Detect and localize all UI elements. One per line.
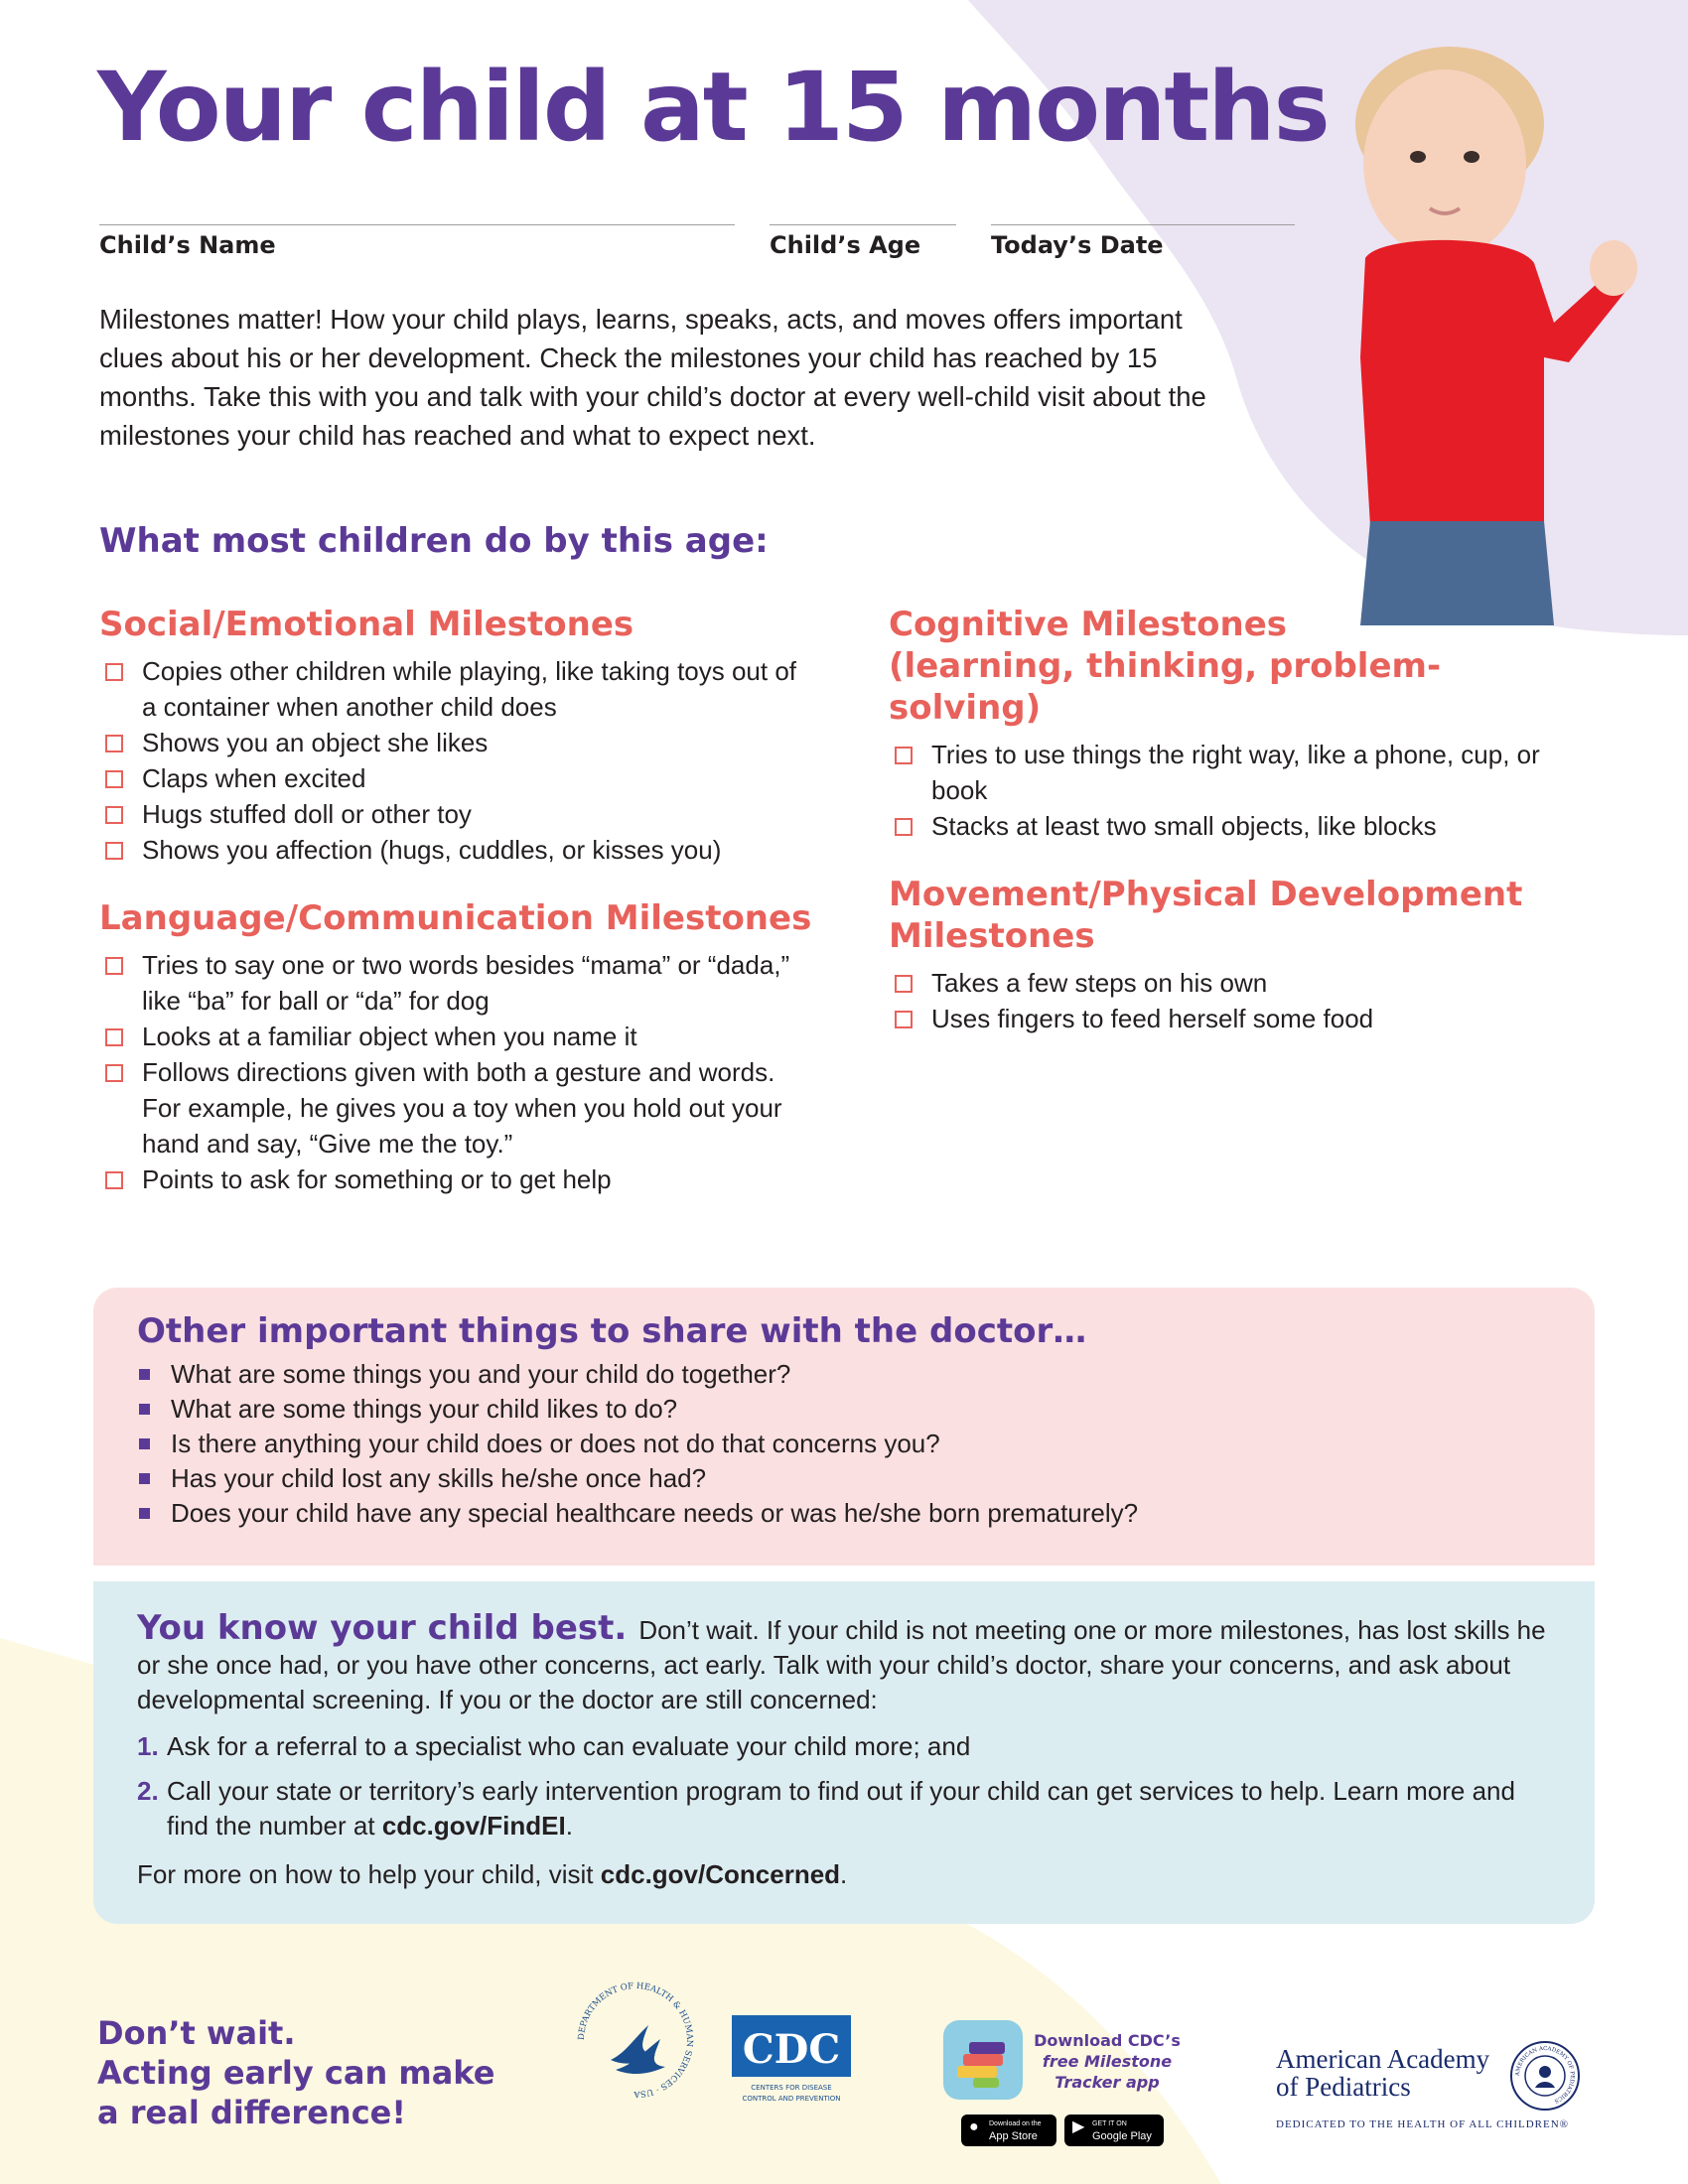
tracker-line2 (1028, 2051, 1187, 2072)
app-store-small: Download on the (989, 2120, 1042, 2127)
share-item (137, 1392, 1551, 1427)
milestone-item (99, 725, 814, 760)
child-age-line (770, 224, 956, 225)
milestone-text: Takes a few steps on his own (931, 968, 1268, 998)
share-item (137, 1461, 1551, 1496)
milestones-left-column (99, 604, 814, 1227)
milestone-checkbox[interactable] (105, 735, 123, 752)
child-photo (1331, 30, 1653, 625)
milestone-checkbox[interactable] (895, 818, 913, 836)
know-more (137, 1857, 1551, 1892)
tracker-line1: Download CDC’s (1034, 2031, 1181, 2050)
intro-paragraph: Milestones matter! How your child plays, learns, speaks, acts, and moves offers important clues about his or her development. Check the milestones your child has reached by 15 months. Take this with you and talk with your child’s doctor at every well-child visit about the milestones your child has reached and what to expect next. (99, 304, 1206, 451)
milestone-text: Stacks at least two small objects, like blocks (931, 811, 1437, 841)
child-age-label: Child’s Age (770, 231, 921, 259)
today-date-line (991, 224, 1295, 225)
milestone-item (99, 832, 814, 868)
step-number: 2. (137, 1776, 159, 1806)
milestone-checkbox[interactable] (895, 1011, 913, 1028)
milestone-text: Claps when excited (142, 763, 366, 793)
aap-name-line1: American Academy (1276, 2044, 1490, 2074)
step-text: Ask for a referral to a specialist who can evaluate your child more; and (167, 1731, 971, 1761)
share-item (137, 1496, 1551, 1531)
milestone-checkbox[interactable] (105, 957, 123, 975)
bullet-square-icon (139, 1369, 150, 1380)
cdc-text: CDC (742, 2026, 841, 2073)
step-number: 1. (137, 1731, 159, 1761)
milestone-item (99, 796, 814, 832)
language-heading: Language/Communication Milestones (99, 898, 812, 938)
know-title: You know your child best. (137, 1608, 628, 1648)
hhs-logo (571, 1976, 700, 2105)
milestone-item (99, 1054, 814, 1161)
share-item (137, 1427, 1551, 1461)
aap-seal-text: AMERICAN ACADEMY OF PEDIATRICS (1514, 2045, 1576, 2105)
bullet-square-icon (139, 1508, 150, 1519)
tracker-line3: Tracker app (1055, 2073, 1160, 2092)
bullet-square-icon (139, 1438, 150, 1449)
movement-heading-line1: Movement/Physical Development (889, 875, 1523, 914)
cognitive-heading-line2: (learning, thinking, problem-solving) (889, 646, 1442, 728)
find-ei-link[interactable]: cdc.gov/FindEI (381, 1811, 566, 1841)
cdc-sub1: CENTERS FOR DISEASE (751, 2084, 832, 2092)
milestone-checkbox[interactable] (895, 747, 913, 764)
cdc-sub2: CONTROL AND PREVENTION (742, 2095, 841, 2103)
page-title: Your child at 15 months (97, 52, 1329, 163)
social-emotional-list (99, 653, 814, 868)
dont-wait-tagline (97, 2013, 494, 2132)
share-item (137, 1357, 1551, 1392)
share-with-doctor-box (93, 1288, 1595, 1566)
know-step-2 (137, 1774, 1551, 1843)
aap-name-line2: of Pediatrics (1276, 2072, 1411, 2102)
milestone-text: Tries to use things the right way, like a phone, cup, or book (931, 740, 1540, 805)
tracker-download-text (1028, 2030, 1187, 2093)
share-text: Does your child have any special healthcare needs or was he/she born prematurely? (171, 1498, 1139, 1528)
language-list (99, 947, 814, 1197)
share-text: Is there anything your child does or does not do that concerns you? (171, 1429, 940, 1458)
milestone-checkbox[interactable] (105, 770, 123, 788)
concerned-link[interactable]: cdc.gov/Concerned (600, 1859, 841, 1889)
hhs-seal-text: DEPARTMENT OF HEALTH & HUMAN SERVICES · USA (576, 1980, 695, 2100)
milestone-item (99, 1019, 814, 1054)
social-emotional-heading: Social/Emotional Milestones (99, 605, 634, 644)
aap-seal-icon (1509, 2040, 1581, 2112)
know-steps (137, 1729, 1551, 1843)
child-name-field[interactable] (99, 224, 735, 259)
milestone-text: Looks at a familiar object when you name it (142, 1022, 637, 1051)
app-store-label: App Store (989, 2130, 1038, 2142)
milestone-item (99, 947, 814, 1019)
bullet-square-icon (139, 1473, 150, 1484)
child-name-label: Child’s Name (99, 231, 276, 259)
share-text: What are some things your child likes to do? (171, 1394, 678, 1424)
today-date-field[interactable] (991, 224, 1295, 259)
cognitive-heading-line1: Cognitive Milestones (889, 605, 1288, 644)
tracker-line2a: free (1042, 2052, 1084, 2071)
step-end: . (565, 1811, 573, 1841)
milestones-right-column (889, 604, 1584, 1066)
more-end: . (840, 1859, 848, 1889)
cdc-logo (732, 2015, 851, 2105)
know-step-1 (137, 1729, 1551, 1764)
tracker-line2b: Milestone (1083, 2052, 1173, 2071)
milestone-item (889, 808, 1584, 844)
milestone-item (99, 760, 814, 796)
milestone-item (889, 965, 1584, 1001)
bullet-square-icon (139, 1404, 150, 1415)
milestone-item (99, 1161, 814, 1197)
cognitive-heading (889, 604, 1584, 729)
milestone-checkbox[interactable] (105, 842, 123, 860)
movement-heading (889, 874, 1584, 957)
today-date-label: Today’s Date (991, 231, 1164, 259)
section-title: What most children do by this age: (99, 521, 769, 561)
more-text: For more on how to help your child, visit (137, 1859, 601, 1889)
share-text: What are some things you and your child do together? (171, 1359, 791, 1389)
google-play-badge[interactable] (1064, 2115, 1164, 2146)
milestone-checkbox[interactable] (105, 663, 123, 681)
share-title: Other important things to share with the doctor… (137, 1311, 1087, 1351)
milestone-item (889, 737, 1584, 808)
milestone-checkbox[interactable] (105, 1064, 123, 1082)
milestone-text: Copies other children while playing, like taking toys out of a container when another child does (142, 656, 797, 722)
app-store-badge[interactable] (961, 2115, 1056, 2146)
cognitive-list (889, 737, 1584, 844)
dont-wait-line1: Don’t wait. (97, 2014, 296, 2052)
milestone-text: Hugs stuffed doll or other toy (142, 799, 472, 829)
dont-wait-line2: Acting early can make (97, 2054, 495, 2092)
know-your-child-box (93, 1581, 1595, 1924)
step-text: Call your state or territory’s early intervention program to find out if your child can get services to help. Learn more and find the number at (167, 1776, 1515, 1841)
milestone-text: Uses fingers to feed herself some food (931, 1004, 1374, 1033)
child-name-line (99, 224, 735, 225)
share-text: Has your child lost any skills he/she once had? (171, 1463, 707, 1493)
milestone-text: Tries to say one or two words besides “mama” or “dada,” like “ba” for ball or “da” for dog (142, 950, 790, 1016)
milestone-item (889, 1001, 1584, 1036)
milestone-text: Shows you affection (hugs, cuddles, or kisses you) (142, 835, 722, 865)
know-text: Don’t wait. If your child is not meeting one or more milestones, has lost skills he or she once had, or you have other concerns, act early. Talk with your child’s doctor, share your concerns, and ask about developmental screening. If you or the doctor are still concerned: (137, 1615, 1546, 1714)
milestone-checkbox[interactable] (895, 975, 913, 993)
milestone-checkbox[interactable] (105, 806, 123, 824)
milestone-checkbox[interactable] (105, 1028, 123, 1046)
dont-wait-line3: a real difference! (97, 2094, 406, 2131)
milestone-text: Points to ask for something or to get help (142, 1164, 612, 1194)
milestone-tracker-app-icon[interactable] (943, 2020, 1023, 2100)
movement-list (889, 965, 1584, 1036)
share-list (137, 1357, 1551, 1531)
aap-tagline: DEDICATED TO THE HEALTH OF ALL CHILDREN® (1276, 2118, 1570, 2130)
google-small: GET IT ON (1092, 2120, 1127, 2127)
know-paragraph (137, 1608, 1551, 1717)
milestone-text: Shows you an object she likes (142, 728, 489, 757)
apple-icon: ● (969, 2118, 979, 2135)
milestone-item (99, 653, 814, 725)
movement-heading-line2: Milestones (889, 916, 1095, 956)
milestone-checkbox[interactable] (105, 1171, 123, 1189)
milestone-text: Follows directions given with both a gesture and words. For example, he gives you a toy when you hold out your hand and say, “Give me the toy.” (142, 1057, 782, 1159)
child-age-field[interactable] (770, 224, 956, 259)
google-play-icon: ▶ (1072, 2118, 1085, 2135)
google-play-label: Google Play (1092, 2130, 1152, 2142)
